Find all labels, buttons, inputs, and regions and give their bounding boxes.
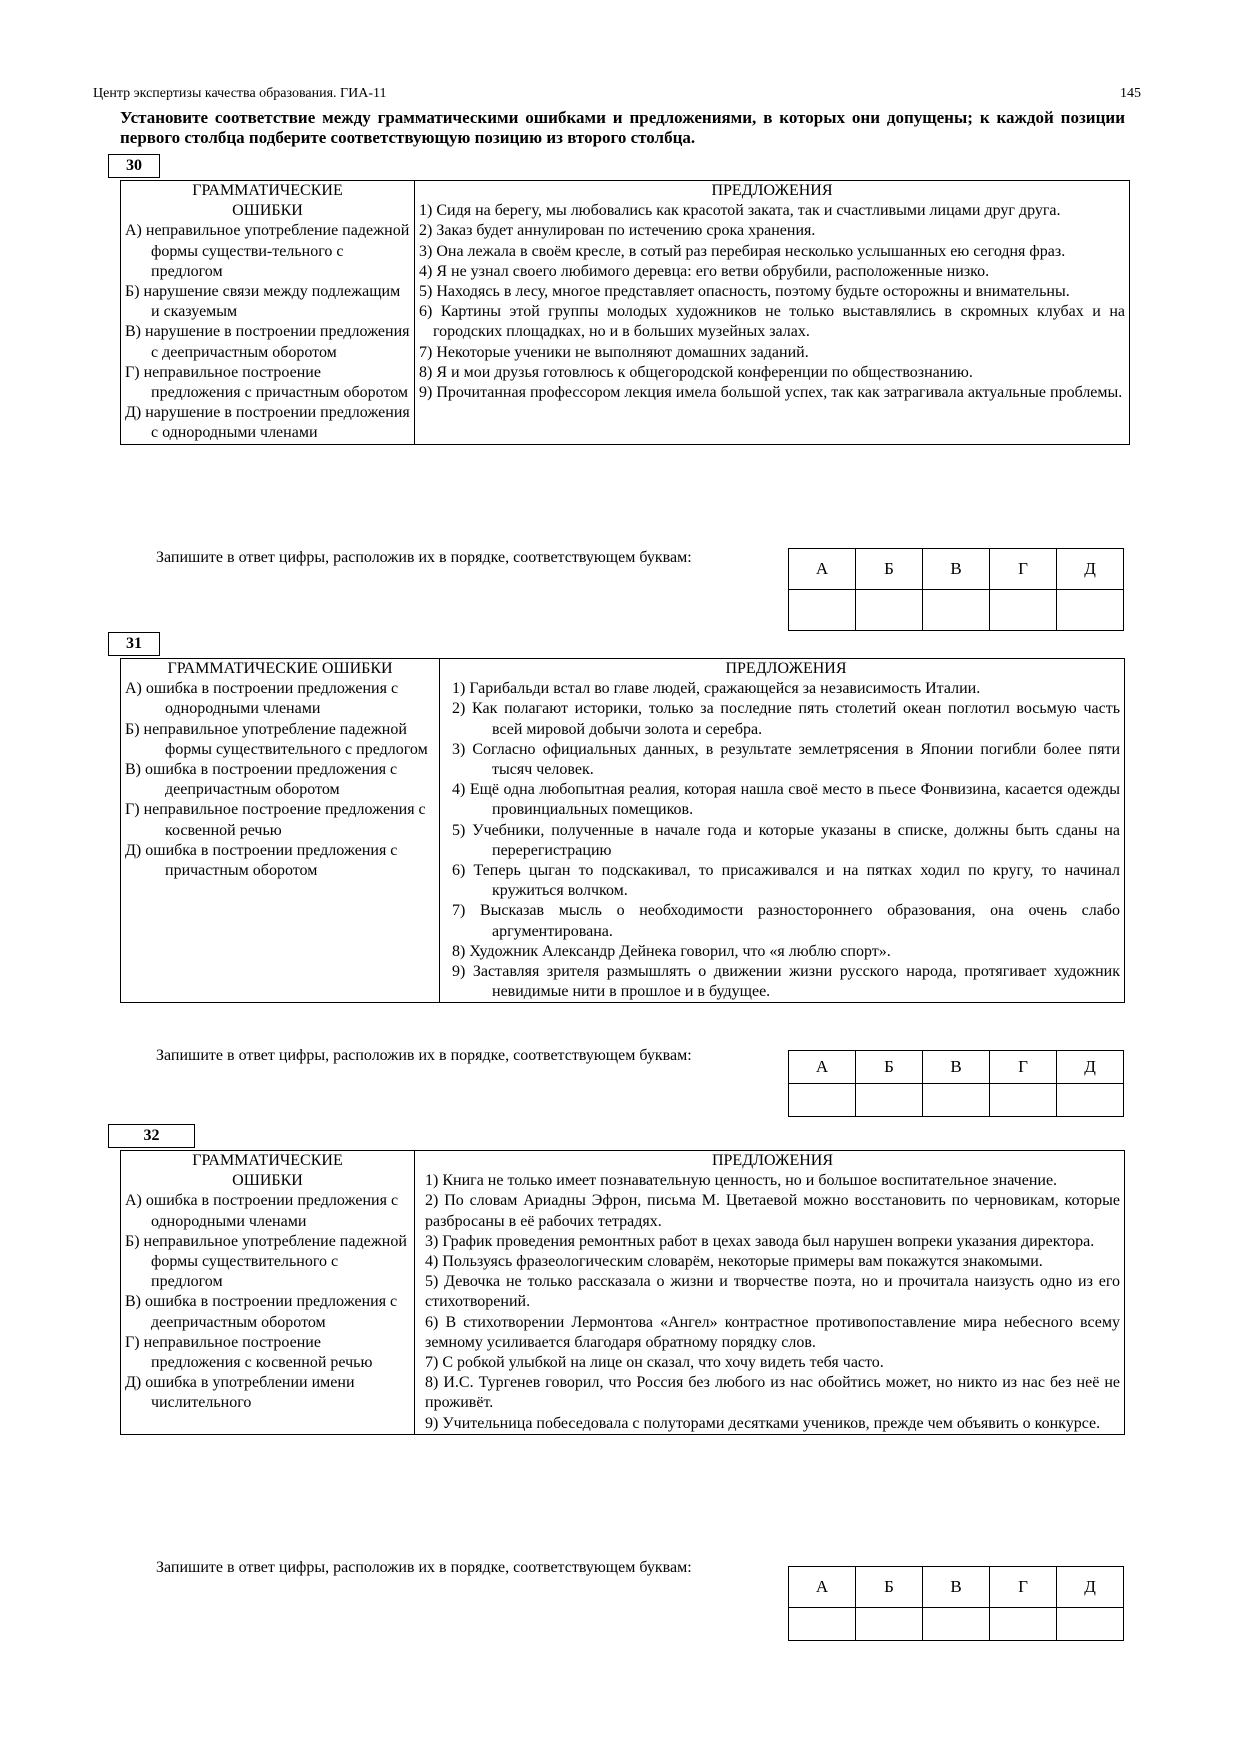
sentence-item: 5) Девочка не только рассказала о жизни и творчестве поэта, но и прочитала наизусть одно из его стихотворений. bbox=[425, 1273, 1120, 1311]
header-left: Центр экспертизы качества образования. ГИА-11 bbox=[93, 86, 387, 101]
sentence-item: 9) Заставляя зрителя размышлять о движении жизни русского народа, протягивает художник невидимые нити в прошлое и в будущее. bbox=[452, 963, 1120, 1001]
answer-letter: Г bbox=[990, 549, 1057, 590]
answer-cell[interactable] bbox=[789, 590, 856, 631]
sentence-item: 5) Находясь в лесу, многое представляет опасность, поэтому будьте осторожны и внимательны. bbox=[419, 283, 1070, 301]
errors-heading: ГРАММАТИЧЕСКИЕ ОШИБКИ bbox=[192, 182, 343, 220]
error-item: Г) неправильное построение предложения с косвенной речью bbox=[125, 801, 426, 839]
answer-letter: В bbox=[923, 1567, 990, 1608]
error-item: А) неправильное употребление падежной формы существи-тельного с предлогом bbox=[125, 222, 410, 280]
errors-column bbox=[121, 1151, 415, 1435]
sentence-item: 1) Сидя на берегу, мы любовались как красотой заката, так и счастливыми лицами друг друга. bbox=[419, 202, 1061, 220]
answer-cell[interactable] bbox=[789, 1084, 856, 1117]
error-item: Г) неправильное построение предложения с причастным оборотом bbox=[125, 363, 409, 402]
error-item: А) ошибка в построении предложения с однородными членами bbox=[125, 1192, 399, 1230]
answer-letter: Д bbox=[1057, 549, 1124, 590]
task-number: 31 bbox=[108, 632, 160, 656]
sentences-column bbox=[415, 1151, 1125, 1435]
sentence-item: 7) С робкой улыбкой на лице он сказал, что хочу видеть тебя часто. bbox=[425, 1354, 884, 1372]
sentence-item: 8) И.С. Тургенев говорил, что Россия без любого из нас обойтись может, но никто из нас без неё не проживёт. bbox=[425, 1374, 1120, 1412]
sentence-item: 4) Пользуясь фразеологическим словарём, некоторые примеры вам покажутся знакомыми. bbox=[425, 1253, 1043, 1271]
error-item: Д) ошибка в употреблении имени числительного bbox=[125, 1374, 355, 1412]
answer-cell[interactable] bbox=[1057, 1084, 1124, 1117]
answer-grid bbox=[788, 1566, 1124, 1641]
sentence-item: 6) Теперь цыган то подскакивал, то присаживался и на пятках ходил по кругу, то начинал кружиться волчком. bbox=[452, 862, 1120, 900]
answer-cell[interactable] bbox=[990, 1608, 1057, 1641]
task-number: 32 bbox=[108, 1124, 195, 1148]
error-item: В) нарушение в построении предложения с деепричастным оборотом bbox=[125, 323, 410, 361]
sentence-item: 8) Я и мои друзья готовлюсь к общегородской конференции по обществознанию. bbox=[419, 363, 973, 381]
answer-cell[interactable] bbox=[923, 1608, 990, 1641]
answer-letter: А bbox=[789, 1567, 856, 1608]
error-item: В) ошибка в построении предложения с деепричастным оборотом bbox=[125, 761, 398, 799]
error-item: Б) нарушение связи между подлежащим и сказуемым bbox=[125, 283, 401, 321]
answer-letter: Д bbox=[1057, 1051, 1124, 1084]
error-item: В) ошибка в построении предложения с деепричастным оборотом bbox=[125, 1293, 398, 1331]
answer-letter: Б bbox=[856, 1051, 923, 1084]
task-number: 30 bbox=[108, 154, 160, 178]
sentence-item: 3) Она лежала в своём кресле, в сотый раз перебирая несколько услышанных ею сегодня фраз. bbox=[419, 242, 1066, 260]
error-item: Д) нарушение в построении предложения с однородными членами bbox=[125, 404, 410, 442]
sentence-item: 5) Учебники, полученные в начале года и которые указаны в списке, должны быть сданы на перерегистрацию bbox=[452, 821, 1120, 859]
matching-table bbox=[120, 658, 1125, 1003]
errors-column bbox=[121, 659, 440, 1003]
error-item: Г) неправильное построение предложения с косвенной речью bbox=[125, 1333, 373, 1372]
answer-letter: Г bbox=[990, 1051, 1057, 1084]
answer-letter: А bbox=[789, 1051, 856, 1084]
errors-heading: ГРАММАТИЧЕСКИЕ ОШИБКИ bbox=[192, 1152, 343, 1190]
answer-cell[interactable] bbox=[789, 1608, 856, 1641]
answer-letter: Г bbox=[990, 1567, 1057, 1608]
sentences-column bbox=[415, 181, 1130, 445]
sentences-heading: ПРЕДЛОЖЕНИЯ bbox=[711, 182, 833, 199]
sentences-heading: ПРЕДЛОЖЕНИЯ bbox=[725, 660, 847, 677]
sentence-item: 9) Прочитанная профессором лекция имела большой успех, так как затрагивала актуальные проблемы. bbox=[419, 384, 1123, 402]
answer-cell[interactable] bbox=[990, 1084, 1057, 1117]
answer-letter: А bbox=[789, 549, 856, 590]
sentence-item: 7) Высказав мысль о необходимости разностороннего образования, она очень слабо аргументирована. bbox=[452, 902, 1120, 940]
sentence-item: 1) Гарибальди встал во главе людей, сражающейся за независимость Италии. bbox=[452, 680, 981, 698]
page-header bbox=[93, 86, 1141, 102]
error-item: Б) неправильное употребление падежной формы существительного с предлогом bbox=[125, 720, 428, 758]
answer-note: Запишите в ответ цифры, расположив их в порядке, соответствующем буквам: bbox=[156, 549, 692, 566]
answer-letter: Б bbox=[856, 549, 923, 590]
errors-column bbox=[121, 181, 415, 445]
answer-note: Запишите в ответ цифры, расположив их в порядке, соответствующем буквам: bbox=[156, 1559, 692, 1576]
answer-grid bbox=[788, 548, 1124, 631]
answer-cell[interactable] bbox=[923, 1084, 990, 1117]
errors-heading: ГРАММАТИЧЕСКИЕ ОШИБКИ bbox=[167, 660, 393, 677]
answer-cell[interactable] bbox=[923, 590, 990, 631]
sentence-item: 3) График проведения ремонтных работ в цехах завода был нарушен вопреки указания директора. bbox=[425, 1232, 1095, 1250]
answer-cell[interactable] bbox=[856, 1608, 923, 1641]
sentence-item: 4) Ещё одна любопытная реалия, которая нашла своё место в пьесе Фонвизина, касается одежды провинциальных помещиков. bbox=[452, 781, 1120, 819]
sentence-item: 2) По словам Ариадны Эфрон, письма М. Цветаевой можно восстановить по черновикам, которые разбросаны в её рабочих тетрадях. bbox=[425, 1192, 1120, 1230]
answer-letter: В bbox=[923, 549, 990, 590]
answer-cell[interactable] bbox=[1057, 1608, 1124, 1641]
answer-cell[interactable] bbox=[990, 590, 1057, 631]
task-instruction: Установите соответствие между грамматическими ошибками и предложениями, в которых они допущены; к каждой позиции первого столбца подберите соответствующую позицию из второго столбца. bbox=[120, 108, 1125, 147]
sentences-heading: ПРЕДЛОЖЕНИЯ bbox=[711, 1152, 834, 1169]
sentence-item: 8) Художник Александр Дейнека говорил, что «я люблю спорт». bbox=[452, 942, 891, 960]
sentence-item: 3) Согласно официальных данных, в результате землетрясения в Японии погибли более пяти тысяч человек. bbox=[452, 740, 1120, 779]
sentence-item: 4) Я не узнал своего любимого деревца: его ветви обрубили, расположенные низко. bbox=[419, 262, 990, 280]
answer-letter: В bbox=[923, 1051, 990, 1084]
answer-cell[interactable] bbox=[1057, 590, 1124, 631]
answer-cell[interactable] bbox=[856, 1084, 923, 1117]
sentence-item: 7) Некоторые ученики не выполняют домашних заданий. bbox=[419, 343, 809, 361]
matching-table bbox=[120, 180, 1130, 445]
matching-table bbox=[120, 1150, 1125, 1435]
sentence-item: 2) Как полагают историки, только за последние пять столетий океан поглотил восьмую часть всей мировой добычи золота и серебра. bbox=[452, 700, 1120, 738]
error-item: А) ошибка в построении предложения с однородными членами bbox=[125, 680, 399, 718]
sentence-item: 1) Книга не только имеет познавательную ценность, но и большое воспитательное значение. bbox=[425, 1172, 1058, 1190]
answer-letter: Б bbox=[856, 1567, 923, 1608]
page-number: 145 bbox=[1120, 86, 1141, 101]
answer-cell[interactable] bbox=[856, 590, 923, 631]
sentence-item: 2) Заказ будет аннулирован по истечению срока хранения. bbox=[419, 222, 816, 240]
answer-note: Запишите в ответ цифры, расположив их в порядке, соответствующем буквам: bbox=[156, 1047, 692, 1064]
sentences-column bbox=[440, 659, 1125, 1003]
error-item: Д) ошибка в построении предложения с причастным оборотом bbox=[125, 841, 398, 880]
sentence-item: 9) Учительница побеседовала с полуторами десятками учеников, прежде чем объявить о конкурсе. bbox=[425, 1414, 1101, 1432]
sentence-item: 6) В стихотворении Лермонтова «Ангел» контрастное противопоставление мира небесного всему земному усиливается благодаря обратному порядку слов. bbox=[425, 1313, 1120, 1351]
answer-grid bbox=[788, 1050, 1124, 1117]
error-item: Б) неправильное употребление падежной формы существительного с предлогом bbox=[125, 1232, 407, 1291]
sentence-item: 6) Картины этой группы молодых художников не только выставлялись в скромных клубах и на городских площадках, но и в больших музейных залах. bbox=[419, 303, 1125, 341]
answer-letter: Д bbox=[1057, 1567, 1124, 1608]
